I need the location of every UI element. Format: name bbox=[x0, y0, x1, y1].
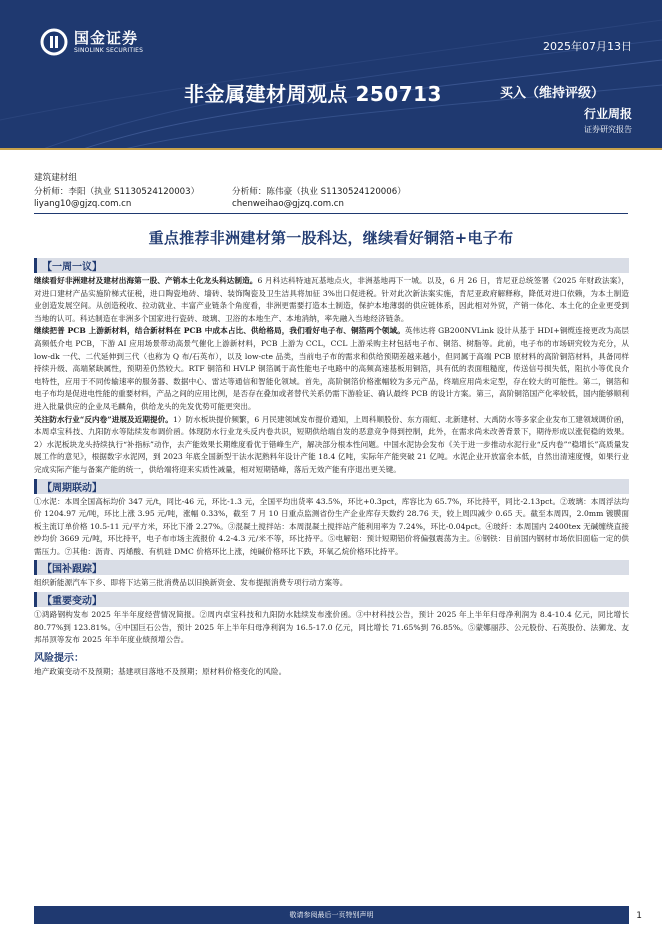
report-body bbox=[34, 258, 629, 898]
weekly-p2-lead: 继续把普 PCB 上游新材料，结合新材料在 PCB 中成本占比、供给格局，我们看好电子布、铜箔两个领域。 bbox=[34, 326, 405, 336]
weekly-p3-text: 1）防水板块提价频繁，6 月民建领域发布提价通知，上周科顺股份、东方雨虹、北新建材、大禹防水等多家企业发布工建领域调价函，本周卓宝科技、九阳防水等陆续发布调价函。体现防水行业龙头反内卷共识，短期供给端自发的恶意竞争得到控制，此外，在需求尚未改善背景下，期待形成以涨促稳的效果。2）水泥板块龙头持续执行“补指标”动作，去产能效果长期维度看优于错峰生产，解决部分根本性问题。中国水泥协会发布《关于进一步推动水泥行业“反内卷”“稳增长”高质量发展工作的意见》，根据数字水泥网，到 2023 年底全国新型干法水泥熟料年设计产能 18.4 亿吨，实际年产能突破 21 亿吨。水泥企业开放富余本低，自然出清速度慢，如果行业完成实际产能与备案产能的统一，供给端将迎来实质性减量，相对短期错峰，落后无效产能有序退出更关键。 bbox=[34, 414, 629, 474]
logo-name-en: SINOLINK SECURITIES bbox=[74, 46, 144, 54]
analyst-2-email[interactable]: chenweihao@gjzq.com.cn bbox=[232, 199, 344, 209]
section-weekly-header bbox=[34, 258, 629, 273]
section-events-title: 【重要变动】 bbox=[42, 596, 102, 608]
footer-bar bbox=[34, 906, 629, 924]
rating-badge: 买入（维持评级） bbox=[500, 86, 605, 101]
weekly-paragraph-2 bbox=[34, 325, 629, 413]
report-subtype: 证券研究报告 bbox=[584, 125, 632, 134]
weekly-p3-lead: 关注防水行业“反内卷”进展及近期提价。 bbox=[34, 414, 173, 424]
footer-disclaimer: 敬请参阅最后一页特别声明 bbox=[289, 911, 374, 919]
section-tracking-header bbox=[34, 479, 629, 494]
divider bbox=[34, 213, 628, 214]
analyst-2: 分析师：陈伟豪（执业 S1130524120006） bbox=[232, 187, 406, 197]
logo-mark-icon bbox=[40, 28, 68, 56]
risk-paragraph: 地产政策变动不及预期；基建项目落地不及预期；原材料价格变化的风险。 bbox=[34, 666, 287, 676]
header-decorative-lines bbox=[0, 0, 662, 150]
logo-name-cn: 国金证券 bbox=[74, 28, 139, 47]
sector-name: 建筑建材组 bbox=[34, 173, 77, 183]
report-header-band bbox=[0, 0, 662, 150]
section-weekly-title: 【一周一议】 bbox=[42, 262, 102, 273]
weekly-p1-text: 6 月科达科特迪瓦基地点火，非洲基地再下一城。以及，6 月 26 日，肯尼亚总统签署《2025 年财政法案》，对进口建材产品实施阶梯式征税，进口陶瓷地砖、墙砖、装饰陶瓷及卫生洁具将加征 3%出口促进税。针对此次新法案实施，肯尼亚政府解释称，降低对进口依赖，为本土制造业创造发展空间。从创造税收、拉动就业、丰富产业链条个角度看，非洲更需要打造本土制造，保护本地薄弱的供应链体系，因此相对外贸，产销一体化、本土化的企业更受到当地的认可。科达制造在非洲多个国家进行瓷砖、玻璃、卫浴的本地生产、本地消纳，率先融入当地经济链条。 bbox=[34, 276, 629, 323]
report-type: 行业周报 bbox=[583, 107, 632, 121]
section-events-header bbox=[34, 592, 629, 607]
section-policy-header bbox=[34, 560, 629, 575]
section-policy-title: 【国补跟踪】 bbox=[42, 564, 102, 576]
weekly-paragraph-1 bbox=[34, 275, 629, 325]
weekly-p2-text: 英伟达将 GB200NVLink 设计从基于 HDI+铜缆连接更改为高层高频低介电 PCB，下游 AI 应用场景带动高景气催化上游新材料，PCB 上游为 CCL，CCL 上游采购主材包括电子布、铜箔、树脂等。此前，电子布的市场研究较为充分，从 low-dk 一代、二代延伸到三代（也称为 Q 布/石英布），以及 low-cte 品类，当前电子布的需求和供给预期差越来越小，但同属于高端 PCB 原材料的高阶铜箔材料，具备同样持续升级、高端紧缺属性，预期差仍然较大。RTF 铜箔和 HVLP 铜箔属于高性能电子电路中的高频高速基板用铜箔，具有低的表面粗糙度，传送信号损失低，阻抗小等优良介电特性，应用于不同传输速率的服务器、数据中心、雷达等通信和智能化领域。首先，高阶铜箔价格涨幅较为多元产品，终端应用尚未定型，存在较大的可能性。第二，铜箔和电子布均是促进电性能的重要材料，产品之间的应用比例，是否存在叠加或者替代关系仍需下游验证、确认最终 PCB 的设计方案。第三，高阶铜箔国产化率较低，国内能够顺利进入批量供应的企业凤毛麟角，供给龙头的先发优势可能更突出。 bbox=[34, 326, 629, 411]
weekly-p1-lead: 继续看好非洲建材及建材出海第一股、产销本土化龙头科达制造。 bbox=[34, 276, 258, 285]
section-tracking-title: 【周期联动】 bbox=[42, 482, 102, 494]
tracking-paragraph: ①水泥：本周全国高标均价 347 元/t，同比-46 元，环比-1.3 元，全国平均出货率 43.5%，环比+0.3pct，库容比为 65.7%，环比持平，同比-2.13pct。②玻璃：本周浮法均价 1204.97 元/吨，环比上涨 3.95 元/吨，涨幅 0.33%，截至 7 月 10 日重点监测省份生产企业库存天数约 28.76 天，较上周四减少 0.65 天。截至本周四，2.0mm 镀膜面板主流订单价格 10.5-11 元/平方米，环比下滑 2.27%。③混凝土搅拌站：本周混凝土搅拌站产能利用率为 7.24%，环比-0.04pct。④玻纤：本周国内 2400tex 无碱缠绕直接纱均价 3669 元/吨，环比持平，电子布市场主流报价 4.2-4.3 元/米不等，环比持平。⑤电解铝：预计短期铝价将偏强震荡为主。⑥钢铁：目前国内钢材市场依旧面临一定的供需压力。⑦其他：沥青、丙烯酸、有机硅 DMC 价格环比上涨，纯碱价格环比下跌，环氧乙烷价格环比持平。 bbox=[34, 496, 629, 556]
page-number: 1 bbox=[636, 911, 642, 921]
report-title: 非金属建材周观点 250713 bbox=[184, 82, 442, 106]
analyst-1-email[interactable]: liyang10@gjzq.com.cn bbox=[34, 199, 132, 209]
events-paragraph: ①鸿路钢构发布 2025 年半年度经营情况简报。②周内卓宝科技和九阳防水陆续发布涨价函。③中材科技公告，预计 2025 年上半年归母净利润为 8.4-10.4 亿元，同比增长 80.77%到 123.81%。④中国巨石公告，预计 2025 年上半年归母净利润为 16.5-17.0 亿元，同比增长 71.65%到 76.85%。⑤蒙娜丽莎、公元股份、石英股份、法狮龙、友邦吊顶等发布 2025 年半年度业绩预增公告。 bbox=[34, 610, 629, 645]
analyst-1: 分析师：李阳（执业 S1130524120003） bbox=[34, 187, 200, 197]
policy-paragraph: 组织新能源汽车下乡、即将下达第三批消费品以旧换新资金、发布提振消费专项行动方案等。 bbox=[34, 578, 348, 588]
report-date: 2025年07月13日 bbox=[543, 40, 632, 53]
company-logo bbox=[40, 28, 143, 56]
weekly-paragraph-3 bbox=[34, 414, 629, 477]
risk-title: 风险提示： bbox=[34, 652, 84, 664]
report-headline: 重点推荐非洲建材第一股科达，继续看好铜箔+电子布 bbox=[148, 229, 514, 247]
